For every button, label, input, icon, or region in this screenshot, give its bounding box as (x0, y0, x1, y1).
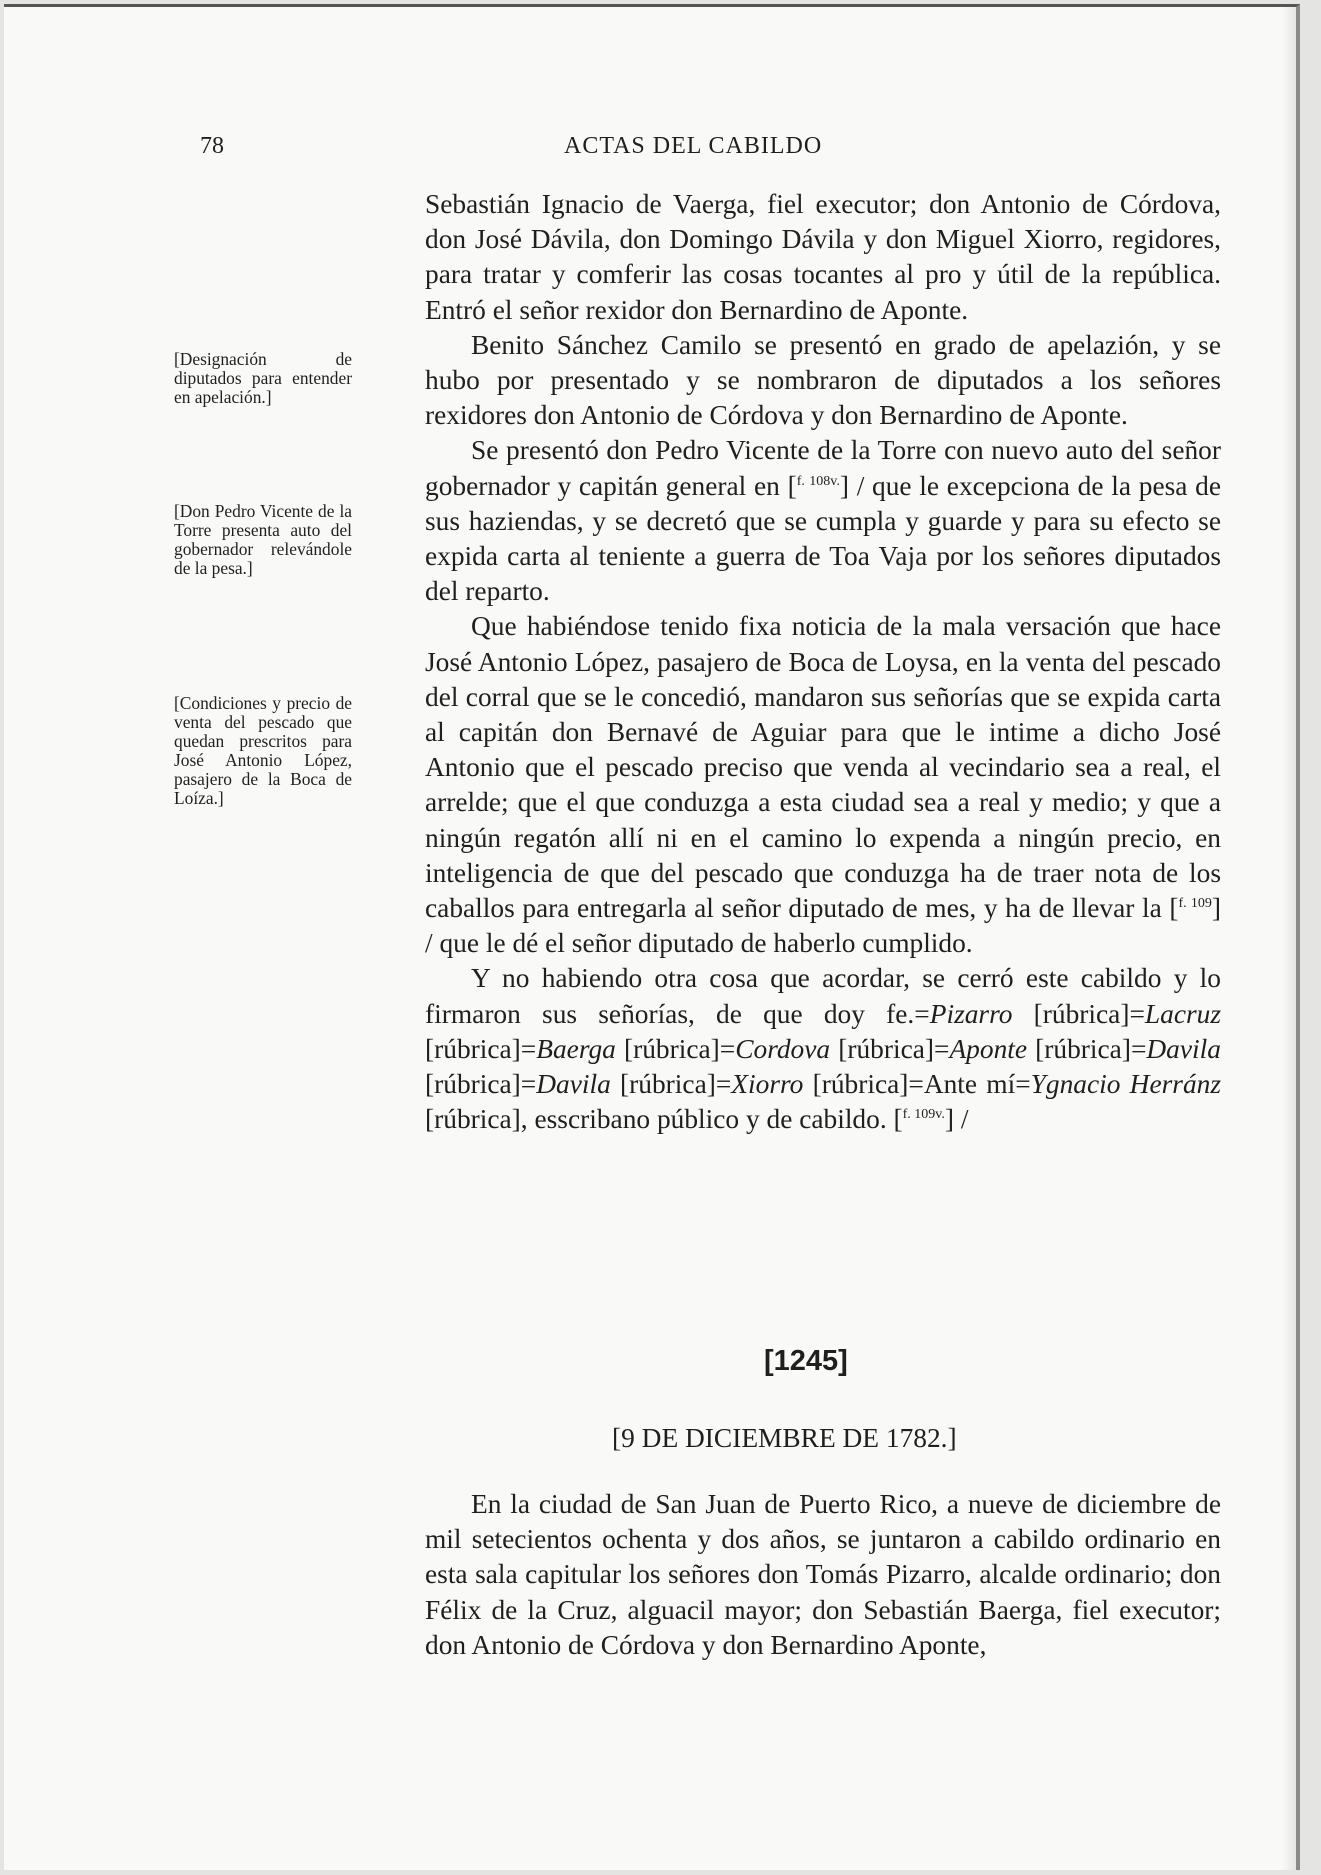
paragraph-text: Que habiéndose tenido fixa noticia de la mala versación que hace José Antonio López, pasajero de Boca de Loysa, en la venta del pescado del corral que se le concedió, mandaron sus señorías que se expida carta al capitán don Bernavé de Aguiar para que le intime a dicho José Antonio que el pescado preciso que venda al vecindario sea a real, el arrelde; que el que conduzga a esta ciudad sea a real y medio; y que a ningún regatón allí ni en el camino lo expenda a ningún precio, en inteligencia de que del pescado que conduzga ha de traer nota de los caballos para entregarla al señor diputado de mes, y ha de llevar la [ (425, 611, 1221, 924)
rubrica: [rúbrica]= (610, 1069, 732, 1100)
paragraph-apelacion: Benito Sánchez Camilo se presentó en grado de apelazión, y se hubo por presentado y se nombraron de diputados a los señores rexidores don Antonio de Córdova y don Bernardino de Aponte. (425, 329, 1221, 431)
rubrica: [rúbrica]= (615, 1033, 736, 1064)
paragraph-text: ] / (944, 1104, 969, 1135)
signature-name: Lacruz (1144, 998, 1221, 1029)
margin-note-apelacion: [Designación de diputados para entender en apelación.] (174, 349, 352, 407)
folio-reference: f. 108v. (796, 473, 840, 489)
body-text (425, 187, 1221, 1137)
signature-name: Xiorro (731, 1069, 804, 1100)
paragraph-text: ] / que le dé el señor diputado de haberlo cumplido. (425, 893, 1221, 959)
paragraph-text: Y no habiendo otra cosa que acordar, se cerró este cabildo y lo firmaron sus señorías, de que doy fe.= (425, 963, 1221, 1029)
document-page (4, 4, 1300, 1870)
folio-reference: f. 109 (1178, 895, 1212, 911)
signature-name: Cordova (735, 1033, 831, 1064)
running-head: ACTAS DEL CABILDO (564, 133, 823, 159)
act-body-text (425, 1487, 1221, 1663)
act-date: [9 DE DICIEMBRE DE 1782.] (612, 1423, 957, 1453)
rubrica: [rúbrica]= (830, 1033, 950, 1064)
folio-reference: f. 109v. (902, 1107, 945, 1123)
paragraph-pesa (425, 433, 1221, 609)
signature-name: Aponte (949, 1033, 1028, 1064)
signature-name: Pizarro (929, 998, 1013, 1029)
paragraph-text: ] / que le excepciona de la pesa de sus haziendas, y se decretó que se cumpla y guarde y para su efecto se expida carta al teniente a guerra de Toa Vaja por los señores diputados del reparto. (425, 470, 1221, 607)
page-edge-shadow (1282, 7, 1296, 1870)
margin-note-pesa: [Don Pedro Vicente de la Torre presenta auto del gobernador relevándole de la pesa.] (174, 501, 352, 578)
paragraph-text: [rúbrica], esscribano público y de cabildo. [ (425, 1104, 903, 1135)
signature-name: Baerga (536, 1033, 616, 1064)
paragraph-act-opening: En la ciudad de San Juan de Puerto Rico, a nueve de diciembre de mil setecientos ochenta y dos años, se juntaron a cabildo ordinario en esta sala capitular los señores don Tomás Pizarro, alcalde ordinario; don Félix de la Cruz, alguacil mayor; don Sebastián Baerga, fiel executor; don Antonio de Córdova y don Bernardino Aponte, (425, 1489, 1221, 1660)
signature-name: Ygnacio Herránz (1030, 1069, 1221, 1100)
rubrica: [rúbrica]=Ante mí= (803, 1069, 1031, 1100)
rubrica: [rúbrica]= (425, 1069, 537, 1100)
signature-name: Davila (1146, 1033, 1221, 1064)
act-number: [1245] (764, 1345, 848, 1377)
margin-note-pescado: [Condiciones y precio de venta del pescado que quedan prescritos para José Antonio López, pasajero de la Boca de Loíza.] (174, 693, 352, 808)
rubrica: [rúbrica]= (1012, 998, 1145, 1029)
paragraph-attendees: Sebastián Ignacio de Vaerga, fiel executor; don Antonio de Córdova, don José Dávila, don Domingo Dávila y don Miguel Xiorro, regidores, para tratar y comferir las cosas tocantes al pro y útil de la república. Entró el señor rexidor don Bernardino de Aponte. (425, 189, 1221, 325)
paragraph-text: Se presentó don Pedro Vicente de la Torre con nuevo auto del señor gobernador y capitán general en [ (425, 435, 1221, 501)
signature-name: Davila (536, 1069, 611, 1100)
rubrica: [rúbrica]= (1027, 1033, 1147, 1064)
paragraph-closing-signatures (425, 961, 1221, 1137)
paragraph-pescado (425, 609, 1221, 961)
rubrica: [rúbrica]= (425, 1033, 537, 1064)
page-number: 78 (200, 133, 224, 159)
